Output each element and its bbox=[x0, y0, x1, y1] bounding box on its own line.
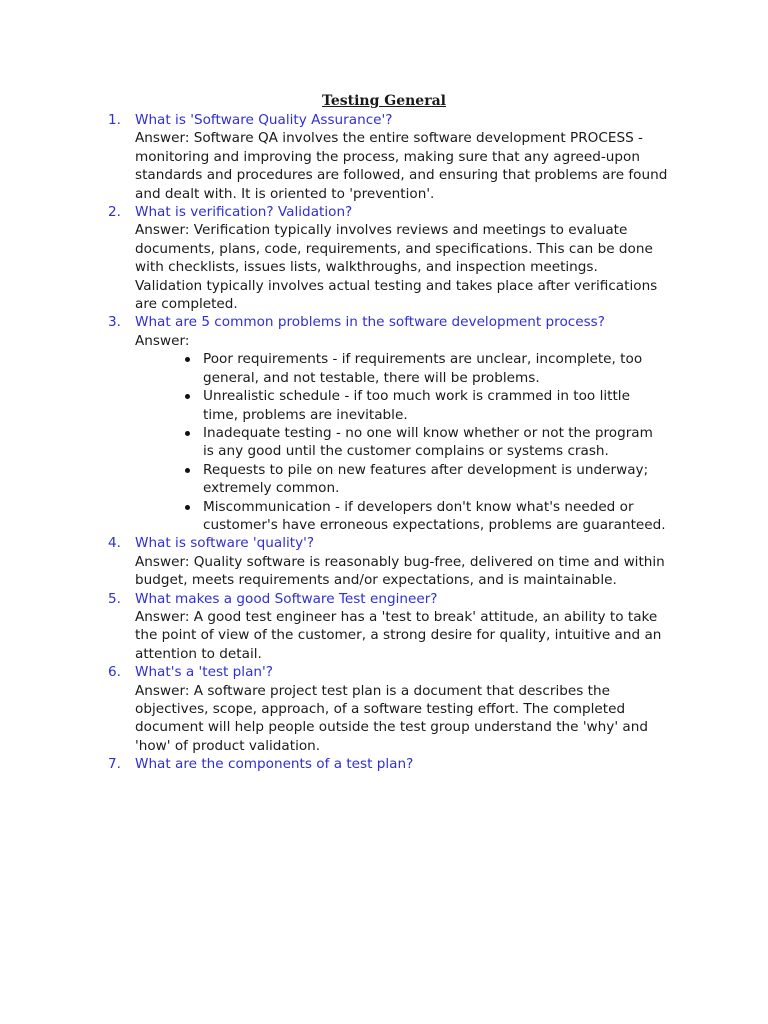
bullet-text: Miscommunication - if developers don't know what's needed or customer's have erroneous expectations, problems are guaranteed. bbox=[203, 498, 666, 533]
question-item-2 bbox=[108, 203, 668, 313]
question-item-5 bbox=[108, 590, 668, 664]
question-item-7 bbox=[108, 755, 668, 773]
question-list bbox=[108, 111, 668, 774]
bullet-dot-icon bbox=[185, 468, 190, 473]
bullet-dot-icon bbox=[185, 357, 190, 362]
question-number: 7. bbox=[108, 756, 121, 773]
question-item-4 bbox=[108, 534, 668, 589]
question-text: What is 'Software Quality Assurance'? bbox=[135, 112, 393, 128]
question-item-1 bbox=[108, 111, 668, 203]
problem-bullet-list bbox=[135, 350, 668, 534]
document-title: Testing General bbox=[322, 93, 446, 109]
question-number: 6. bbox=[108, 664, 121, 681]
question-text: What's a 'test plan'? bbox=[135, 664, 273, 681]
bullet-text: Requests to pile on new features after development is underway; extremely common. bbox=[203, 461, 649, 497]
answer-text: Answer: bbox=[135, 332, 190, 349]
answer-text: Answer: A software project test plan is a document that describes the objectives, scope, approach, of a software testing effort. The completed document will help people outside the test group understand the 'why' and 'how' of product validation. bbox=[135, 682, 648, 754]
answer-text: Answer: A good test engineer has a 'test to break' attitude, an ability to take the point of view of the customer, a strong desire for quality, intuitive and an attention to detail. bbox=[135, 608, 662, 662]
bullet-text: Inadequate testing - no one will know whether or not the program is any good until the customer complains or systems crash. bbox=[203, 424, 653, 460]
answer-text: Answer: Software QA involves the entire software development PROCESS - monitoring and improving the process, making sure that any agreed-upon standards and procedures are followed, and ensuring that problems are found and dealt with. It is oriented to 'prevention'. bbox=[135, 130, 668, 202]
question-text: What are 5 common problems in the software development process? bbox=[135, 314, 605, 331]
question-item-3 bbox=[108, 313, 668, 534]
question-number: 1. bbox=[108, 112, 121, 128]
bullet-item bbox=[135, 387, 668, 424]
bullet-item bbox=[135, 424, 668, 461]
question-text: What makes a good Software Test engineer? bbox=[135, 590, 438, 607]
bullet-dot-icon bbox=[185, 394, 190, 399]
question-text: What are the components of a test plan? bbox=[135, 756, 414, 773]
bullet-item bbox=[135, 498, 668, 535]
question-text: What is verification? Validation? bbox=[135, 204, 353, 221]
question-text: What is software 'quality'? bbox=[135, 535, 315, 552]
question-number: 4. bbox=[108, 535, 121, 552]
answer-text: Answer: Verification typically involves reviews and meetings to evaluate documents, plans, code, requirements, and specifications. This can be done with checklists, issues lists, walkthroughs, and inspection meetings. Validation typically involves actual testing and takes place after verifications are completed. bbox=[135, 222, 658, 313]
bullet-item bbox=[135, 461, 668, 498]
bullet-dot-icon bbox=[185, 431, 190, 436]
question-number: 5. bbox=[108, 590, 121, 607]
bullet-text: Poor requirements - if requirements are unclear, incomplete, too general, and not testable, there will be problems. bbox=[203, 351, 643, 386]
question-number: 3. bbox=[108, 314, 121, 331]
bullet-item bbox=[135, 350, 668, 387]
bullet-dot-icon bbox=[185, 505, 190, 510]
answer-text: Answer: Quality software is reasonably bug-free, delivered on time and within budget, meets requirements and/or expectations, and is maintainable. bbox=[135, 553, 665, 589]
question-item-6 bbox=[108, 663, 668, 755]
bullet-text: Unrealistic schedule - if too much work is crammed in too little time, problems are inevitable. bbox=[203, 388, 630, 423]
question-number: 2. bbox=[108, 204, 121, 221]
